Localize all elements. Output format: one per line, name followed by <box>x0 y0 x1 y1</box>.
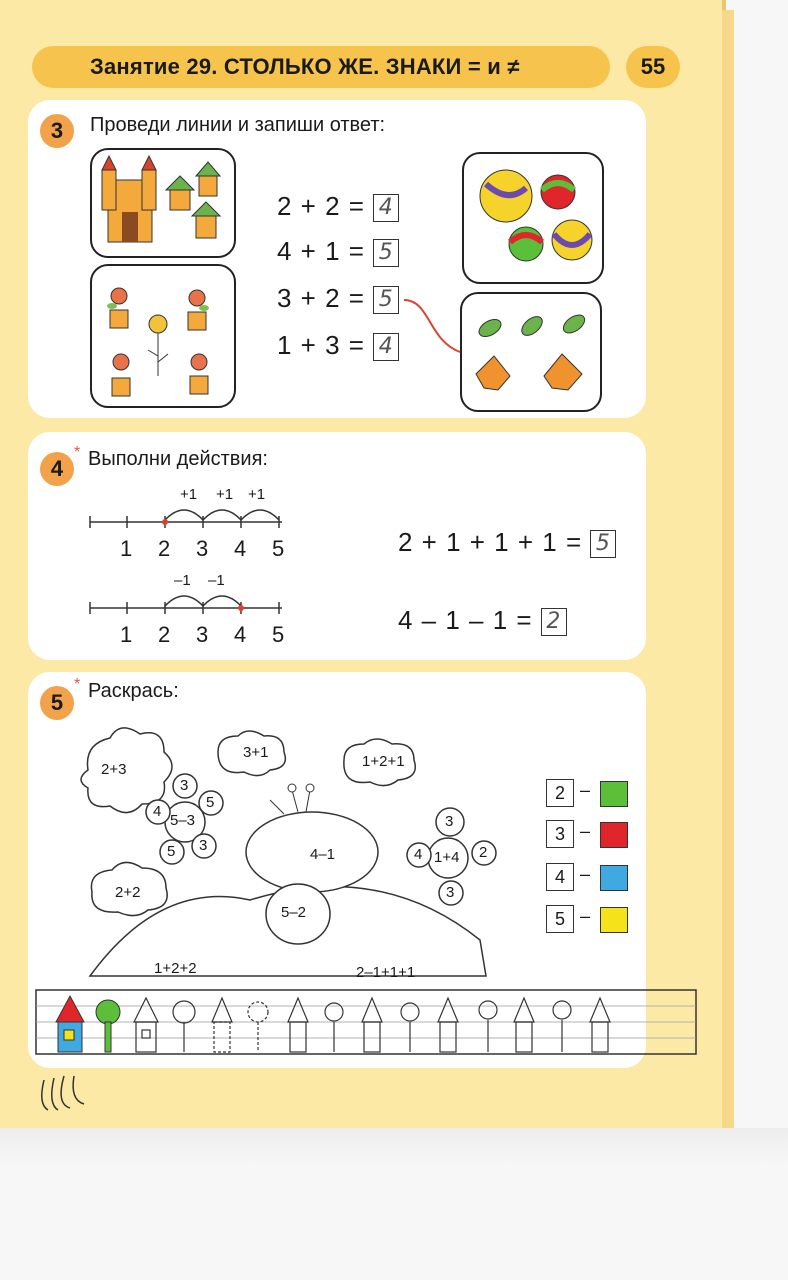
number-line-label: 1 <box>120 622 133 647</box>
key-number: 5 <box>546 905 574 933</box>
flower-center-label: 1+4 <box>434 849 460 866</box>
cloud-label: 2+2 <box>115 884 141 901</box>
key-number: 2 <box>546 779 574 807</box>
petal-label: 3 <box>180 777 189 794</box>
equation-expr: 4 + 1 = <box>277 236 365 266</box>
key-dash: – <box>580 821 591 841</box>
alien-head-label: 4–1 <box>310 846 336 863</box>
key-number: 4 <box>546 863 574 891</box>
number-line-label: 1 <box>120 536 133 561</box>
house-icon <box>56 996 84 1052</box>
handwriting-mark <box>42 1076 84 1110</box>
petal-label: 3 <box>445 813 454 830</box>
task5-instruction: Раскрась: <box>88 680 179 702</box>
yellow-swatch <box>600 907 628 933</box>
petal-label: 4 <box>414 846 423 863</box>
flower-center-label: 5–3 <box>170 812 196 829</box>
petal-label: 4 <box>153 803 162 820</box>
task3-instruction: Проведи линии и запиши ответ: <box>90 114 386 136</box>
number-line-label: 2 <box>158 536 171 561</box>
hill-label: 2–1+1+1 <box>356 964 416 981</box>
petal-label: 5 <box>206 794 215 811</box>
key-number: 3 <box>546 820 574 848</box>
answer-box[interactable]: 5 <box>373 239 399 267</box>
answer-box[interactable]: 5 <box>590 530 616 558</box>
number-line-label: 3 <box>196 622 209 647</box>
page-title: Занятие 29. СТОЛЬКО ЖЕ. ЗНАКИ = и ≠ <box>90 54 520 79</box>
key-dash: – <box>580 780 591 800</box>
equation-expr: 3 + 2 = <box>277 283 365 313</box>
task3-number: 3 <box>40 114 74 148</box>
number-line-label: 2 <box>158 622 171 647</box>
answer-box[interactable]: 5 <box>373 286 399 314</box>
key-dash: – <box>580 906 591 926</box>
tree-icon <box>96 1000 120 1052</box>
answer-box[interactable]: 2 <box>541 608 567 636</box>
alien-body-label: 5–2 <box>281 904 307 921</box>
line2-op: –1 <box>208 572 225 589</box>
equation-expr: 2 + 1 + 1 + 1 = <box>398 527 583 557</box>
number-line-label: 5 <box>272 536 285 561</box>
star-mark: * <box>74 444 81 461</box>
petal-label: 5 <box>167 843 176 860</box>
line1-op: +1 <box>180 486 198 503</box>
sun-label: 2+3 <box>101 761 127 778</box>
cloud-label: 1+2+1 <box>362 753 405 770</box>
petal-label: 3 <box>199 837 208 854</box>
petal-label: 3 <box>446 884 455 901</box>
equation-expr: 1 + 3 = <box>277 330 365 360</box>
number-line-label: 5 <box>272 622 285 647</box>
green-swatch <box>600 781 628 807</box>
blue-swatch <box>600 865 628 891</box>
cloud-label: 3+1 <box>243 744 269 761</box>
line1-op: +1 <box>216 486 234 503</box>
number-line-label: 4 <box>234 536 247 561</box>
number-line-label: 3 <box>196 536 209 561</box>
answer-box[interactable]: 4 <box>373 333 399 361</box>
equation-expr: 4 – 1 – 1 = <box>398 605 533 635</box>
petal-label: 2 <box>479 844 488 861</box>
task4-instruction: Выполни действия: <box>88 448 268 470</box>
hill-label: 1+2+2 <box>154 960 197 977</box>
task5-number: 5 <box>40 686 74 720</box>
star-mark: * <box>74 676 81 693</box>
line2-op: –1 <box>174 572 191 589</box>
equation-expr: 2 + 2 = <box>277 191 365 221</box>
key-dash: – <box>580 864 591 884</box>
task4-number: 4 <box>40 452 74 486</box>
page-number: 55 <box>626 46 680 88</box>
red-swatch <box>600 822 628 848</box>
number-line-label: 4 <box>234 622 247 647</box>
answer-box[interactable]: 4 <box>373 194 399 222</box>
line1-op: +1 <box>248 486 266 503</box>
